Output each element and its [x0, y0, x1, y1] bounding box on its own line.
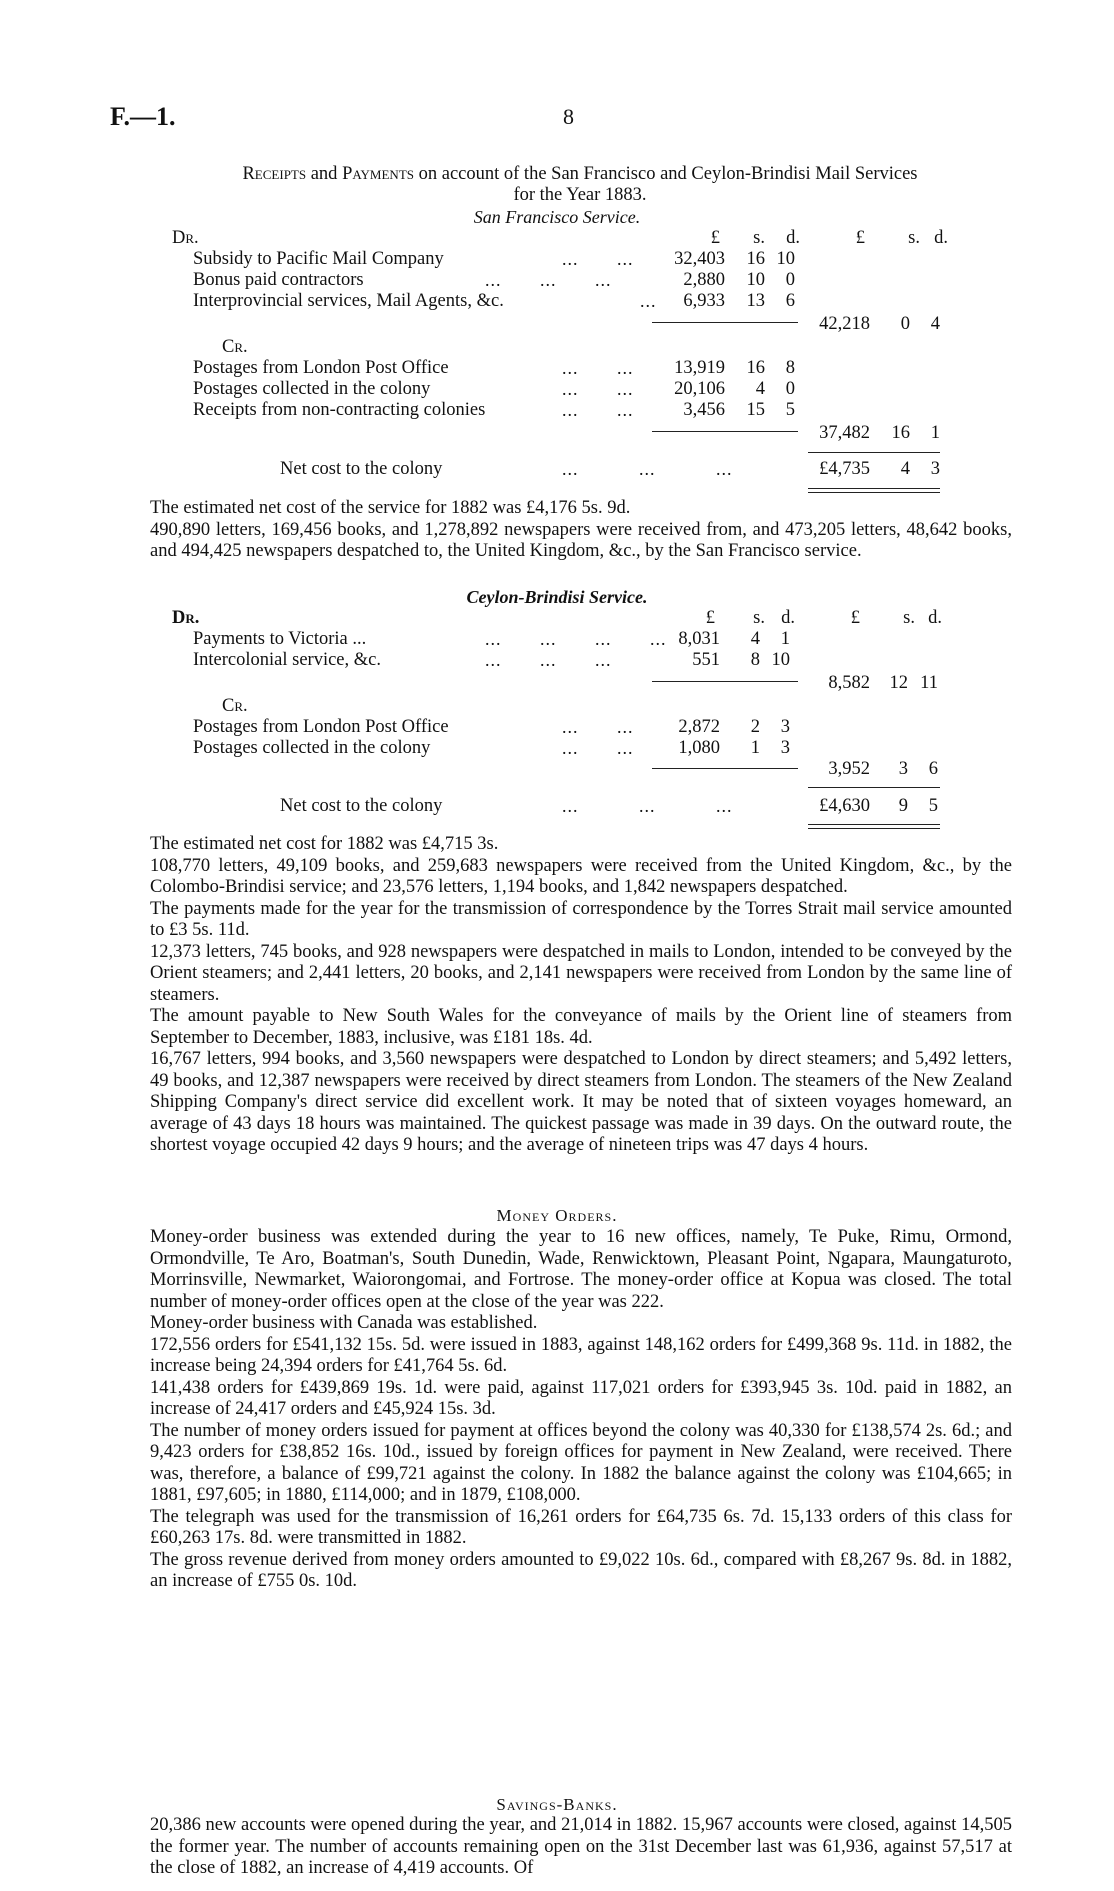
sf-col-s-2: s.: [908, 228, 920, 248]
sf-col-pound-2: £: [855, 228, 865, 248]
paragraph: [150, 498, 1012, 563]
savings-accounts: 20,386 new accounts were opened during the year, and 21,014 in 1882. 15,967 accounts were closed, against 14,505 the former year. The number of accounts remaining open on the 31st December last was 61,936, against 57,517 at the close of 1882, an increase of 4,419 accounts. Of: [150, 1815, 1012, 1878]
sf-cr-row-pence: 8: [785, 358, 795, 378]
leader-dots: ... ...: [562, 717, 634, 737]
cb-subtitle: Ceylon-Brindisi Service.: [466, 587, 648, 607]
cb-cr-row-shillings: 1: [750, 738, 760, 758]
cb-dr-label: Dr.: [172, 608, 200, 628]
sf-cr-row-pounds: 3,456: [683, 400, 725, 420]
page-number: 8: [563, 104, 574, 129]
leader-dots: ... ...: [562, 400, 634, 420]
orders-issued: 172,556 orders for £541,132 15s. 5d. were issued in 1883, against 148,162 orders for £499,368 9s. 11d. in 1882, the increase being 24,394 orders for £41,764 5s. 6d.: [150, 1334, 1012, 1376]
leader-dots: ... ... ...: [485, 650, 612, 670]
cb-cr-row-label: Postages from London Post Office: [193, 717, 449, 737]
rule: [652, 681, 798, 682]
orders-paid: 141,438 orders for £439,869 19s. 1d. were paid, against 117,021 orders for £393,945 3s. 10d. paid in 1882, an increase of 24,417 orders and £45,924 15s. 3d.: [150, 1377, 1012, 1419]
cb-col-d-2: d.: [928, 608, 942, 628]
sf-dr-row-label: Interprovincial services, Mail Agents, &c.: [193, 291, 504, 311]
cb-cr-row-pounds: 2,872: [678, 717, 720, 737]
sf-cr-row-shillings: 15: [746, 400, 765, 420]
cb-col-d: d.: [781, 608, 795, 628]
rule: [808, 452, 940, 453]
sf-dr-total-pounds: 42,218: [819, 314, 870, 334]
cb-col-pound-2: £: [850, 608, 860, 628]
cb-dr-row-label: Intercolonial service, &c.: [193, 650, 381, 670]
cb-net-pence: 5: [928, 796, 938, 816]
sf-cr-row-label: Postages collected in the colony: [193, 379, 431, 399]
title-rest: on account of the San Francisco and Ceylon-Brindisi Mail Services: [414, 164, 918, 184]
torres-strait-payments: The payments made for the year for the transmission of correspondence by the Torres Strait mail service amounted to £3 5s. 11d.: [150, 898, 1012, 940]
leader-dots: ... ... ...: [485, 270, 612, 290]
sf-cr-label: Cr.: [222, 337, 248, 357]
cb-dr-total-shillings: 12: [889, 673, 908, 693]
sf-cr-total-pounds: 37,482: [819, 423, 870, 443]
sf-cr-row-shillings: 16: [746, 358, 765, 378]
sf-dr-row-pounds: 2,880: [683, 270, 725, 290]
sf-cost-1882: The estimated net cost of the service for 1882 was £4,176 5s. 9d.: [150, 498, 631, 518]
sf-net-pence: 3: [930, 459, 940, 479]
cb-col-s: s.: [753, 608, 765, 628]
leader-dots: ... ...: [562, 358, 634, 378]
sf-dr-row-label: Subsidy to Pacific Mail Company: [193, 249, 444, 269]
cb-dr-row-label: Payments to Victoria ...: [193, 629, 367, 649]
double-rule: [808, 488, 940, 493]
leader-dots: ... ... ... ...: [485, 629, 667, 649]
title-year: for the Year 1883.: [513, 185, 647, 205]
sf-cr-row-pounds: 13,919: [674, 358, 725, 378]
sf-col-d: d.: [786, 228, 800, 248]
cb-cr-row-label: Postages collected in the colony: [193, 738, 431, 758]
rule: [808, 787, 940, 788]
money-orders-heading: Money Orders.: [496, 1206, 618, 1225]
body-text: [150, 834, 1012, 1157]
cb-cr-total-shillings: 3: [898, 759, 908, 779]
leader-dots: ... ...: [562, 249, 634, 269]
cb-cr-label: Cr.: [222, 696, 248, 716]
sf-cr-total-shillings: 16: [891, 423, 910, 443]
sf-cr-row-pence: 0: [785, 379, 795, 399]
leader-dots: ...: [640, 291, 657, 311]
sf-cr-row-label: Postages from London Post Office: [193, 358, 449, 378]
sf-dr-row-shillings: 13: [746, 291, 765, 311]
sf-cr-row-pence: 5: [785, 400, 795, 420]
rule: [652, 322, 798, 323]
rule: [652, 768, 798, 769]
sf-mail-volume: 490,890 letters, 169,456 books, and 1,278,892 newspapers were received from, and 473,205 letters, 48,642 books, and 494,425 newspapers despatched to, the United Kingdom, &c., by the San Francisco service.: [150, 519, 1012, 561]
cb-dr-row-pounds: 551: [692, 650, 720, 670]
foreign-balance: The number of money orders issued for payment at offices beyond the colony was 40,330 for £138,574 2s. 6d.; and 9,423 orders for £38,852 16s. 10d., issued by foreign offices for payment in New Zealand, were received. There was, therefore, a balance of £99,721 against the colony. In 1882 the balance against the colony was £104,665; in 1881, £97,605; in 1880, £114,000; and in 1879, £108,000.: [150, 1420, 1012, 1505]
cb-dr-row-pence: 10: [771, 650, 790, 670]
sf-dr-row-pence: 6: [785, 291, 795, 311]
cb-mail-volume: 108,770 letters, 49,109 books, and 259,683 newspapers were received from the United Kingdom, &c., by the Colombo-Brindisi service; and 23,576 letters, 1,194 books, and 1,842 newspapers despatched.: [150, 855, 1012, 897]
sf-dr-total-pence: 4: [930, 314, 940, 334]
cb-cr-row-pence: 3: [780, 717, 790, 737]
leader-dots: ... ... ...: [562, 459, 733, 479]
sf-dr-total-shillings: 0: [900, 314, 910, 334]
sf-net-pounds: £4,735: [819, 459, 870, 479]
money-order-offices: Money-order business was extended during the year to 16 new offices, namely, Te Puke, Rimu, Ormond, Ormondville, Te Aro, Boatman's, South Dunedin, Wade, Renwicktown, Pleasant Point, Ngapara, Maungaturoto, Morrinsville, Newmarket, Waiorongomai, and Fortrose. The money-order office at Kopua was closed. The total number of money-order offices open at the close of the year was 222.: [150, 1227, 1012, 1312]
sf-dr-row-pence: 0: [785, 270, 795, 290]
sf-net-label: Net cost to the colony: [280, 459, 443, 479]
title-receipts: Receipts: [242, 164, 307, 184]
savings-banks-heading: Savings-Banks.: [496, 1795, 618, 1814]
cb-dr-row-shillings: 8: [750, 650, 760, 670]
sf-dr-row-pence: 10: [776, 249, 795, 269]
money-orders-text: [150, 1227, 1012, 1593]
cb-dr-row-shillings: 4: [750, 629, 760, 649]
sf-dr-row-pounds: 32,403: [674, 249, 725, 269]
orient-mails: 12,373 letters, 745 books, and 928 newspapers were despatched in mails to London, intended to be conveyed by the Orient steamers; and 2,441 letters, 20 books, and 2,141 newspapers were received from London by the same line of steamers.: [150, 941, 1012, 1005]
sf-dr-row-label: Bonus paid contractors: [193, 270, 364, 290]
cb-net-label: Net cost to the colony: [280, 796, 443, 816]
leader-dots: ... ...: [562, 379, 634, 399]
sf-col-d-2: d.: [934, 228, 948, 248]
cb-net-shillings: 9: [898, 796, 908, 816]
cb-dr-row-pence: 1: [780, 629, 790, 649]
title-payments: Payments: [342, 164, 414, 184]
savings-banks-text: [150, 1815, 1012, 1880]
cb-cr-row-pounds: 1,080: [678, 738, 720, 758]
document-reference: F.—1.: [110, 102, 176, 131]
sf-dr-row-shillings: 10: [746, 270, 765, 290]
sf-col-s: s.: [753, 228, 765, 248]
sf-dr-row-shillings: 16: [746, 249, 765, 269]
cb-dr-total-pence: 11: [920, 673, 938, 693]
cb-net-pounds: £4,630: [819, 796, 870, 816]
sf-net-shillings: 4: [900, 459, 910, 479]
sf-cr-row-shillings: 4: [755, 379, 765, 399]
telegraph-orders: The telegraph was used for the transmission of 16,261 orders for £64,735 6s. 7d. 15,133 orders of this class for £60,263 17s. 8d. were transmitted in 1882.: [150, 1506, 1012, 1548]
sf-dr-row-pounds: 6,933: [683, 291, 725, 311]
leader-dots: ... ...: [562, 738, 634, 758]
cb-dr-total-pounds: 8,582: [828, 673, 870, 693]
double-rule: [808, 824, 940, 829]
cb-cr-row-shillings: 2: [750, 717, 760, 737]
sf-cr-total-pence: 1: [930, 423, 940, 443]
direct-steamers: 16,767 letters, 994 books, and 3,560 newspapers were despatched to London by direct steamers; and 5,492 letters, 49 books, and 12,387 newspapers were received by direct steamers from London. The steamers of the New Zealand Shipping Company's direct service did excellent work. It may be noted that of sixteen voyages homeward, an average of 43 days 18 hours was maintained. The quickest passage was made in 39 days. On the outward route, the shortest voyage occupied 42 days 9 hours; and the average of nineteen trips was 47 days 4 hours.: [150, 1049, 1012, 1155]
title-and: and: [306, 164, 343, 184]
cb-dr-row-pounds: 8,031: [678, 629, 720, 649]
sf-col-pound: £: [710, 228, 720, 248]
cb-cr-row-pence: 3: [780, 738, 790, 758]
cb-cr-total-pounds: 3,952: [828, 759, 870, 779]
sf-subtitle: San Francisco Service.: [473, 207, 641, 227]
cb-cr-total-pence: 6: [928, 759, 938, 779]
gross-revenue: The gross revenue derived from money orders amounted to £9,022 10s. 6d., compared with £8,267 9s. 8d. in 1882, an increase of £755 0s. 10d.: [150, 1549, 1012, 1591]
nsw-payment: The amount payable to New South Wales for the conveyance of mails by the Orient line of steamers from September to December, 1883, inclusive, was £181 18s. 4d.: [150, 1006, 1012, 1048]
leader-dots: ... ... ...: [562, 796, 733, 816]
cb-col-s-2: s.: [903, 608, 915, 628]
cb-col-pound: £: [705, 608, 715, 628]
sf-cr-row-label: Receipts from non-contracting colonies: [193, 400, 486, 420]
canada-business: Money-order business with Canada was established.: [150, 1313, 538, 1333]
cb-cost-1882: The estimated net cost for 1882 was £4,715 3s.: [150, 834, 499, 854]
rule: [652, 431, 798, 432]
page-title: [150, 164, 1010, 206]
sf-dr-label: Dr.: [172, 228, 199, 248]
sf-cr-row-pounds: 20,106: [674, 379, 725, 399]
